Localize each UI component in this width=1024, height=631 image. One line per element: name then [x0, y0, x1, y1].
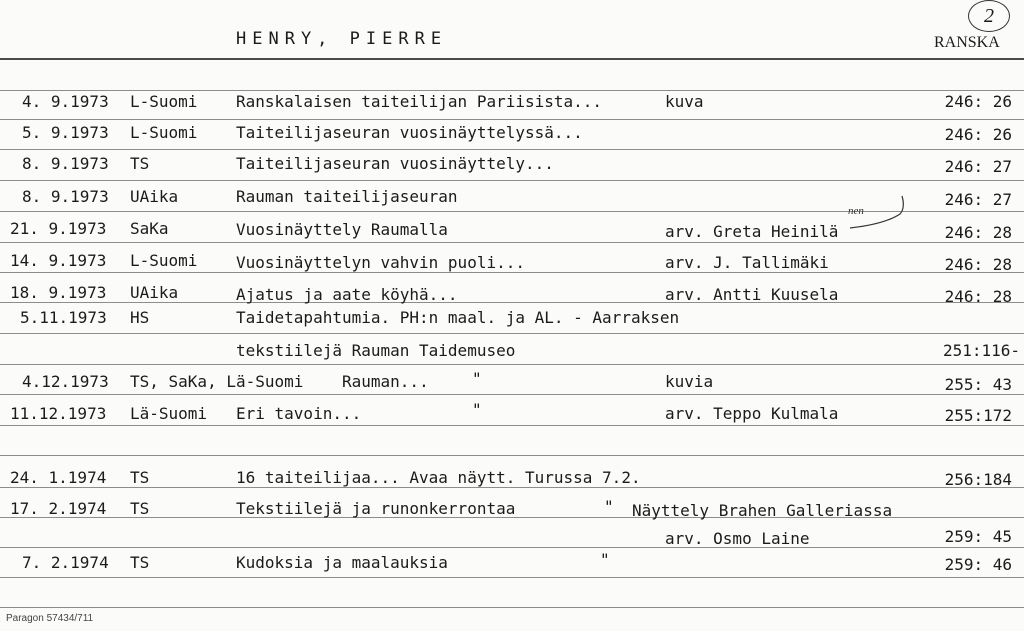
entry-ref: 251:116-: [942, 341, 1020, 360]
entry-title: Vuosinäyttely Raumalla: [236, 220, 448, 239]
entry-date: 4.12.1973: [22, 372, 109, 391]
entry-source: TS: [130, 154, 150, 173]
card-name: HENRY, PIERRE: [236, 29, 448, 49]
entry-title: Taidetapahtumia. PH:n maal. ja AL. - Aarraksen: [236, 308, 680, 327]
entry-ditto: ": [600, 550, 610, 569]
entry-title: Ajatus ja aate köyhä...: [236, 285, 458, 304]
row-rule: [0, 302, 1024, 303]
row-rule: [0, 394, 1024, 395]
entry-ref: 246: 26: [944, 92, 1012, 111]
entry-title: Rauman taiteilijaseuran: [236, 187, 458, 206]
entry-title: Rauman...: [342, 372, 429, 391]
entry-source: UAika: [130, 187, 179, 206]
entry-source: SaKa: [130, 219, 169, 238]
entry-ref: 256:184: [944, 470, 1012, 489]
entry-note: kuva: [665, 92, 704, 111]
row-rule: [0, 180, 1024, 181]
card-number: 2: [968, 0, 1010, 32]
entry-source: L-Suomi: [130, 92, 198, 111]
entry-date: 11.12.1973: [10, 404, 107, 423]
entry-ref: 246: 27: [944, 190, 1012, 209]
entry-title: Tekstiilejä ja runonkerrontaa: [236, 499, 516, 518]
row-rule: [0, 272, 1024, 273]
entry-date: 5.11.1973: [20, 308, 107, 327]
handwritten-note: nen: [848, 205, 864, 217]
row-rule: [0, 90, 1024, 91]
entry-title: tekstiilejä Rauman Taidemuseo: [236, 341, 516, 360]
entry-note: arv. Antti Kuusela: [665, 285, 839, 304]
entry-date: 14. 9.1973: [10, 251, 107, 270]
entry-source: L-Suomi: [130, 251, 198, 270]
header-rule: [0, 58, 1024, 60]
entry-ref: 246: 27: [944, 157, 1012, 176]
entry-date: 8. 9.1973: [22, 154, 109, 173]
card-footer: Paragon 57434/711: [6, 613, 94, 624]
row-rule: [0, 455, 1024, 456]
entry-title: Ranskalaisen taiteilijan Pariisista...: [236, 92, 603, 111]
entry-title: Taiteilijaseuran vuosinäyttelyssä...: [236, 123, 583, 142]
entry-date: 8. 9.1973: [22, 187, 109, 206]
entry-ref: 255: 43: [944, 375, 1012, 394]
row-rule: [0, 577, 1024, 578]
entry-ref: 246: 28: [944, 223, 1012, 242]
entry-date: 24. 1.1974: [10, 468, 107, 487]
entry-note: arv. Greta Heinilä: [665, 222, 839, 241]
entry-date: 17. 2.1974: [10, 499, 107, 518]
entry-source: TS: [130, 468, 150, 487]
entry-ditto: ": [604, 497, 614, 516]
entry-note: arv. Osmo Laine: [665, 529, 810, 548]
entry-title: 16 taiteilijaa... Avaa näytt. Turussa 7.2.: [236, 468, 641, 487]
entry-title: Taiteilijaseuran vuosinäyttely...: [236, 154, 554, 173]
entry-note: arv. J. Tallimäki: [665, 253, 829, 272]
entry-ref: 246: 28: [944, 287, 1012, 306]
entry-source: HS: [130, 308, 150, 327]
entry-title: Vuosinäyttelyn vahvin puoli...: [236, 253, 525, 272]
entry-title: Eri tavoin...: [236, 404, 362, 423]
entry-ref: 255:172: [944, 406, 1012, 425]
row-rule: [0, 333, 1024, 334]
row-rule: [0, 364, 1024, 365]
row-rule: [0, 119, 1024, 120]
row-rule: [0, 547, 1024, 548]
row-rule: [0, 149, 1024, 150]
entry-date: 7. 2.1974: [22, 553, 109, 572]
entry-note: Näyttely Brahen Galleriassa: [632, 501, 893, 520]
entry-source: TS, SaKa, Lä-Suomi: [130, 372, 304, 391]
entry-ditto: ": [472, 400, 482, 419]
card-country: RANSKA: [934, 34, 1000, 51]
entry-date: 18. 9.1973: [10, 283, 107, 302]
entry-source: TS: [130, 499, 150, 518]
row-rule: [0, 242, 1024, 243]
entry-title: Kudoksia ja maalauksia: [236, 553, 448, 572]
entry-source: Lä-Suomi: [130, 404, 208, 423]
row-rule: [0, 487, 1024, 488]
entry-ref: 246: 26: [944, 125, 1012, 144]
row-rule: [0, 607, 1024, 608]
entry-source: TS: [130, 553, 150, 572]
entry-date: 21. 9.1973: [10, 219, 107, 238]
entry-note: kuvia: [665, 372, 714, 391]
entry-source: UAika: [130, 283, 179, 302]
entry-ref: 246: 28: [944, 255, 1012, 274]
entry-ditto: ": [472, 369, 482, 388]
entry-source: L-Suomi: [130, 123, 198, 142]
entry-ref: 259: 46: [944, 555, 1012, 574]
entry-date: 4. 9.1973: [22, 92, 109, 111]
entry-ref: 259: 45: [944, 527, 1012, 546]
entry-date: 5. 9.1973: [22, 123, 109, 142]
row-rule: [0, 425, 1024, 426]
entry-note: arv. Teppo Kulmala: [665, 404, 839, 423]
